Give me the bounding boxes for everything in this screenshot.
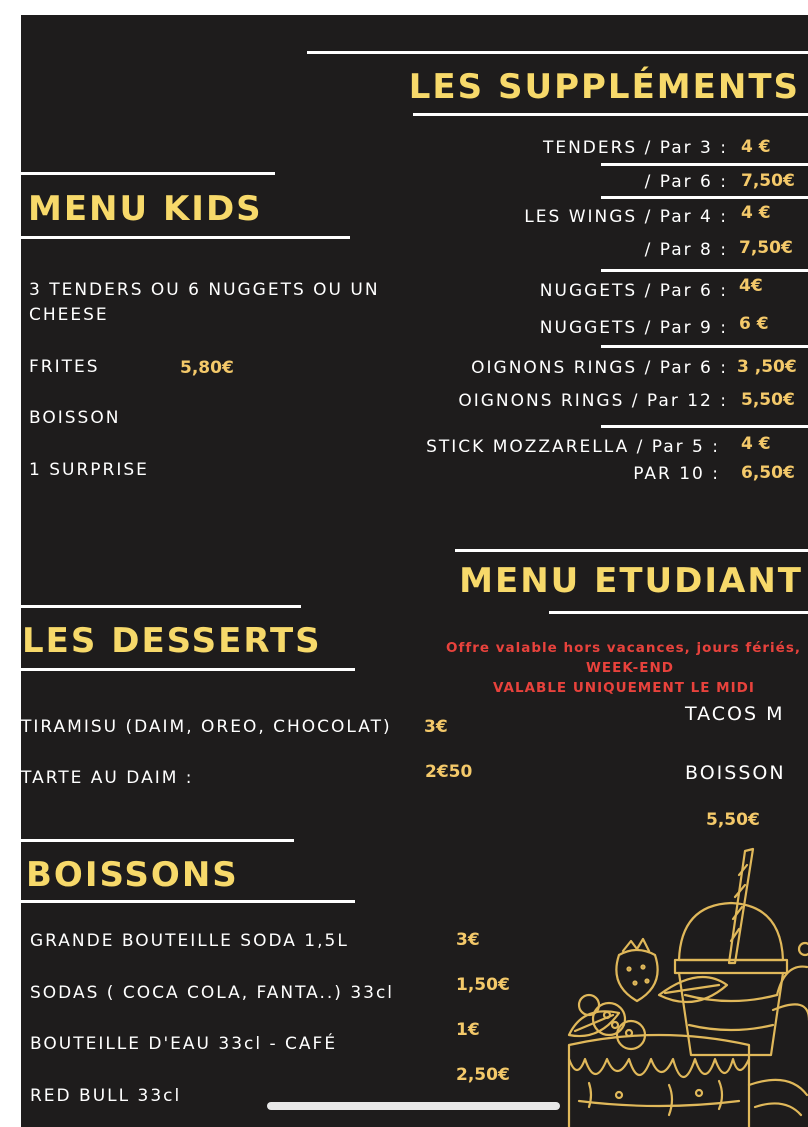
divider xyxy=(21,236,350,239)
kids-line: 3 TENDERS OU 6 NUGGETS OU UN xyxy=(29,280,380,300)
dessert-drink-illustration-icon xyxy=(549,845,808,1127)
dessert-price: 2€50 xyxy=(425,762,473,782)
divider xyxy=(601,345,808,348)
supplement-label: / Par 6 : xyxy=(644,172,728,192)
kids-boisson: BOISSON xyxy=(29,408,121,428)
supplement-price: 4€ xyxy=(739,276,763,296)
dessert-price: 3€ xyxy=(424,717,448,737)
etudiant-item: BOISSON xyxy=(685,762,786,784)
boisson-price: 2,50€ xyxy=(456,1065,510,1085)
supplement-label: LES WINGS / Par 4 : xyxy=(524,207,728,227)
supplement-price: 7,50€ xyxy=(741,171,795,191)
supplement-label: / Par 8 : xyxy=(644,240,728,260)
supplement-price: 6 € xyxy=(739,314,769,334)
supplements-heading: LES SUPPLÉMENTS xyxy=(408,67,800,107)
boisson-label: GRANDE BOUTEILLE SODA 1,5L xyxy=(30,931,349,951)
supplement-price: 4 € xyxy=(741,203,771,223)
boisson-price: 3€ xyxy=(456,930,480,950)
boisson-label: SODAS ( COCA COLA, FANTA..) 33cl xyxy=(30,983,395,1003)
supplement-price: 4 € xyxy=(741,434,771,454)
divider xyxy=(307,51,808,54)
supplement-label: TENDERS / Par 3 : xyxy=(542,138,728,158)
divider xyxy=(601,196,808,199)
divider xyxy=(549,611,808,614)
supplement-label: NUGGETS / Par 9 : xyxy=(539,318,728,338)
boisson-label: BOUTEILLE D'EAU 33cl - CAFÉ xyxy=(30,1034,338,1054)
etudiant-item: TACOS M xyxy=(685,703,785,725)
boisson-label: RED BULL 33cl xyxy=(30,1086,182,1106)
kids-frites: FRITES xyxy=(29,357,100,377)
kids-heading: MENU KIDS xyxy=(28,189,263,229)
supplement-label: STICK MOZZARELLA / Par 5 : xyxy=(426,437,720,457)
divider xyxy=(21,605,301,608)
etudiant-notice: VALABLE UNIQUEMENT LE MIDI xyxy=(493,680,755,696)
divider xyxy=(413,113,808,116)
etudiant-heading: MENU ETUDIANT xyxy=(459,561,803,601)
divider xyxy=(601,269,808,272)
etudiant-notice: WEEK-END xyxy=(586,660,674,676)
divider xyxy=(21,172,275,175)
supplement-price: 6,50€ xyxy=(741,463,795,483)
supplement-label: PAR 10 : xyxy=(633,464,720,484)
kids-line: CHEESE xyxy=(29,305,109,325)
home-indicator[interactable] xyxy=(267,1102,560,1110)
divider xyxy=(21,839,294,842)
supplement-label: OIGNONS RINGS / Par 12 : xyxy=(458,391,728,411)
supplement-price: 3 ,50€ xyxy=(737,357,797,377)
supplement-price: 5,50€ xyxy=(741,390,795,410)
desserts-heading: LES DESSERTS xyxy=(22,621,322,661)
boisson-price: 1€ xyxy=(456,1020,480,1040)
kids-price: 5,80€ xyxy=(180,358,234,378)
dessert-label: TIRAMISU (DAIM, OREO, CHOCOLAT) xyxy=(21,717,392,737)
etudiant-notice: Offre valable hors vacances, jours fériés, xyxy=(446,640,802,656)
divider xyxy=(601,163,808,166)
boissons-heading: BOISSONS xyxy=(26,855,239,895)
divider xyxy=(601,425,808,428)
supplement-label: NUGGETS / Par 6 : xyxy=(539,281,728,301)
supplement-price: 7,50€ xyxy=(739,238,793,258)
dessert-label: TARTE AU DAIM : xyxy=(21,768,194,788)
divider xyxy=(21,668,355,671)
kids-surprise: 1 SURPRISE xyxy=(29,460,149,480)
menu-board xyxy=(21,15,808,1127)
etudiant-price: 5,50€ xyxy=(706,810,760,830)
supplement-price: 4 € xyxy=(741,137,771,157)
divider xyxy=(455,549,808,552)
supplement-label: OIGNONS RINGS / Par 6 : xyxy=(471,358,728,378)
divider xyxy=(21,900,355,903)
boisson-price: 1,50€ xyxy=(456,975,510,995)
